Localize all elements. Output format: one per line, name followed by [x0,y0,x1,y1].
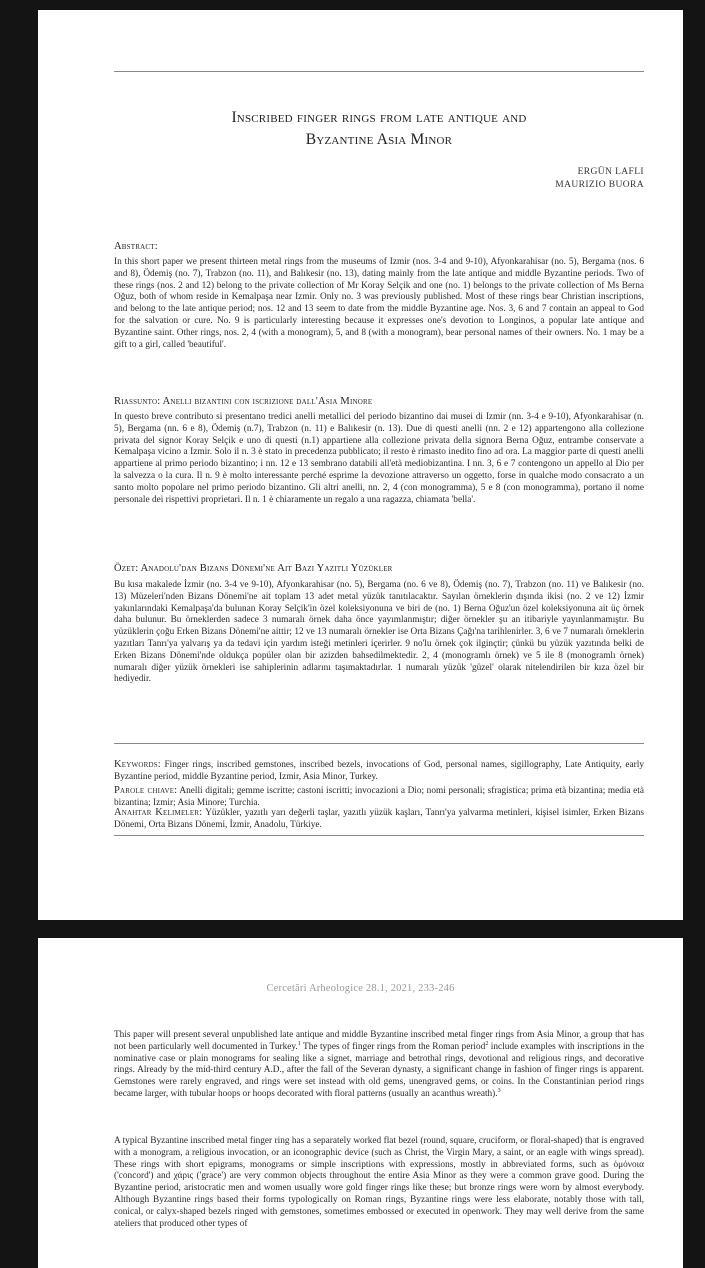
journal-header: Cercetări Arheologice 28.1, 2021, 233-246 [266,983,455,994]
abstract-heading: Abstract: [114,241,158,252]
footnote-ref-3[interactable]: 3 [497,1087,501,1094]
keywords-top-rule [114,743,644,744]
footnote-ref-1[interactable]: 1 [297,1040,301,1047]
ozet-heading: Özet: Anadolu'dan Bizans Dönemi'ne Ait Bazı Yazıtlı Yüzükler [114,563,393,574]
ozet-text: Bu kısa makalede İzmir (no. 3-4 ve 9-10), Afyonkarahisar (no. 5), Bergama (no. 6 ve 8), Ödemiş (no. 7), Trabzon (no. 11) ve Balıkesir (no. 13) Müzeleri'nden Bizans Dönemi'ne ait toplam 13 adet metal yüzük tanıtılacaktır. Sayılan örneklerin dışında ikisi (no. 2 ve 12) İzmir yakınlarındaki Kemalpaşa'da bulunan Koray Selçik'in özel koleksiyonuna ve biri de (no. 1) Berna Oğuz'un özel koleksiyonuna ait üç örnek daha bulunur. Bu örneklerden sadece 3 numaralı örnek daha önce yayımlanmıştır; diğer örnekler şu an itibariyle yayınlanmamıştır. Bu yüzüklerin çoğu Erken Bizans Dönemi'ne aittir; 12 ve 13 numaralı örnekler ise Orta Bizans Çağı'na tarihlenirler. 3, 6 ve 7 numaralı örneklerin yazıtları Tanrı'ya yalvarış ya da tedavi için yardım isteği metinleri içerirler. 9 no'lu örnek çok ilginçtir; çünkü bu yüzük yazıtında belki de Erken Bizans Dönemi'nde oldukça popüler olan bir azizden bahsedilmektedir. 2, 4 (monogramlı örnek) ve 5 ile 8 (monogramlı örnek) numaralı diğer yüzük örnekleri ise sahiplerinin adlarını taşımaktadırlar. 1 numaralı yüzük 'güzel' olarak nitelendirilen bir kıza özel bir hediyedir. [114,580,644,685]
anahtar-label: Anahtar Kelimeler: [114,807,203,818]
title-line-2: Byzantine Asia Minor [305,131,453,148]
riassunto-text: In questo breve contributo si presentano tredici anelli metallici del periodo bizantino dai musei di Izmir (nn. 3-4 e 9-10), Afyonkarahisar (n. 5), Bergama (nn. 6 e 8), Ödemiş (n.7), Trabzon (n. 11) e Balıkesir (n. 13). Due di questi anelli (nn. 2 e 12) appartengono alla collezione privata del signor Koray Selçik e uno di questi (n.1) appartiene alla collezione privata della signora Berna Oğuz, entrambe conservate a Kemalpaşa vicino a Izmir. Solo il n. 3 è stato in precedenza pubblicato; il resto è rimasto inedito fino ad ora. La maggior parte di questi anelli appartiene al primo periodo bizantino; i nn. 12 e 13 sembrano databili all'età mediobizantina. I nn. 3, 6 e 7 contengono un appello al Dio per la salvezza o la cura. Il n. 9 è molto interessante perché esprime la devozione attraverso un oggetto, forse in qualche modo consacrato a un santo molto popolare nel primo periodo bizantino. Gli altri anelli, nn. 2, 4 (con monogramma), 5 e 8 (con monogramma), portano il nome personale dei rispettivi proprietari. Il n. 1 è chiaramente un regalo a una ragazza, chiamata 'bella'. [114,412,644,505]
authors [555,166,644,192]
top-rule [114,71,644,72]
keywords-block [114,759,644,784]
anahtar-block [114,807,644,832]
para1-part-a: This paper will present several unpublished late antique and middle Byzantine inscribed metal finger rings from Asia Minor, a group that has not been particularly well documented in Turkey. [114,1030,644,1052]
keywords-bottom-rule [114,835,644,836]
parole-block [114,785,644,810]
para1-part-b: The types of finger rings from the Roman period [300,1041,486,1052]
footnote-ref-2[interactable]: 2 [485,1040,489,1047]
body-paragraph-2: A typical Byzantine inscribed metal finger ring has a separately worked flat bezel (round, square, cruciform, or floral-shaped) that is engraved with a monogram, a religious invocation, or an iconographic device (such as Christ, the Virgin Mary, a saint, or an eagle with wings spread). These rings with short epigrams, monograms or simple inscriptions with expressions, mostly in abbreviated forms, such as ὁμόνοια ('concord') and χάρις ('grace') are very common objects throughout the entire Asia Minor as they were a common grave good. During the Byzantine period, aristocratic men and women usually wore gold finger rings like these; but bronze rings were worn by almost everybody. Although Byzantine rings based their forms typologically on Roman rings, Byzantine rings were less elaborate, notably those with tall, conical, or calyx-shaped bezels ringed with gemstones, sometimes embossed or executed in openwork. They may well derive from the same ateliers that produced other types of [114,1136,644,1229]
author-1: ERGÜN LAFLI [577,167,644,177]
author-2: MAURIZIO BUORA [555,180,644,190]
parole-label: Parole chiave: [114,785,178,796]
body-paragraph-1 [114,1030,644,1101]
riassunto-heading: Riassunto: Anelli bizantini con iscrizione dall'Asia Minore [114,396,373,407]
title-line-1: Inscribed finger rings from late antique and [231,109,527,126]
anahtar-text: Yüzükler, yazıtlı yarı değerli taşlar, yazıtlı yüzük kaşları, Tanrı'ya yalvarma metinleri, kişisel isimler, Erken Bizans Dönemi, Orta Bizans Dönemi, İzmir, Anadolu, Türkiye. [114,808,644,830]
abstract-text: In this short paper we present thirteen metal rings from the museums of Izmir (nos. 3-4 and 9-10), Afyonkarahisar (no. 5), Bergama (nos. 6 and 8), Ödemiş (no. 7), Trabzon (no. 11), and Balıkesir (no. 13), dating mainly from the late antique and middle Byzantine periods. Two of these rings (nos. 2 and 12) belong to the private collection of Mr Koray Selçik and one (no. 1) belongs to the private collection of Ms Berna Oğuz, both of whom reside in Kemalpaşa near Izmir. Only no. 3 was previously published. Most of these rings bear Christian inscriptions, and belong to the late antique period; nos. 12 and 13 seem to date from the middle Byzantine age. Nos. 3, 6 and 7 contain an appeal to God for the salvation or cure. No. 9 is particularly interesting because it expresses one's devotion to Longinos, a popular late antique and Byzantine saint. Other rings, nos. 2, 4 (with a monogram), 5, and 8 (with a monogram), bear personal names of their owners. No. 1 may be a gift to a girl, called 'beautiful'. [114,257,644,350]
parole-text: Anelli digitali; gemme iscritte; castoni iscritti; invocazioni a Dio; nomi personali; sfragistica; prima età bizantina; media età bizantina; Izmir; Asia Minore; Turchia. [114,786,645,808]
page-1 [38,10,683,920]
para1-part-c: include examples with inscriptions in the nominative case or plain monograms for sealing like a signet, marriage and betrothal rings, devotional and religious rings, and decorative rings. Already by the mid-third century A.D., after the fall of the Severan dynasty, a significant change in fashion of finger rings is apparent. Gemstones were rarely engraved, and rings were set instead with old gems, unengraved gems, or coins. In the Constantinian period rings became larger, with tubular hoops or hoops decorated with floral patterns (usually an acanthus wreath). [114,1041,645,1099]
keywords-label: Keywords: [114,759,161,770]
keywords-text: Finger rings, inscribed gemstones, inscribed bezels, invocations of God, personal names, sigillography, Late Antiquity, early Byzantine period, middle Byzantine period, Izmir, Asia Minor, Turkey. [114,760,644,782]
article-title [114,107,644,151]
page-2 [38,938,683,1268]
